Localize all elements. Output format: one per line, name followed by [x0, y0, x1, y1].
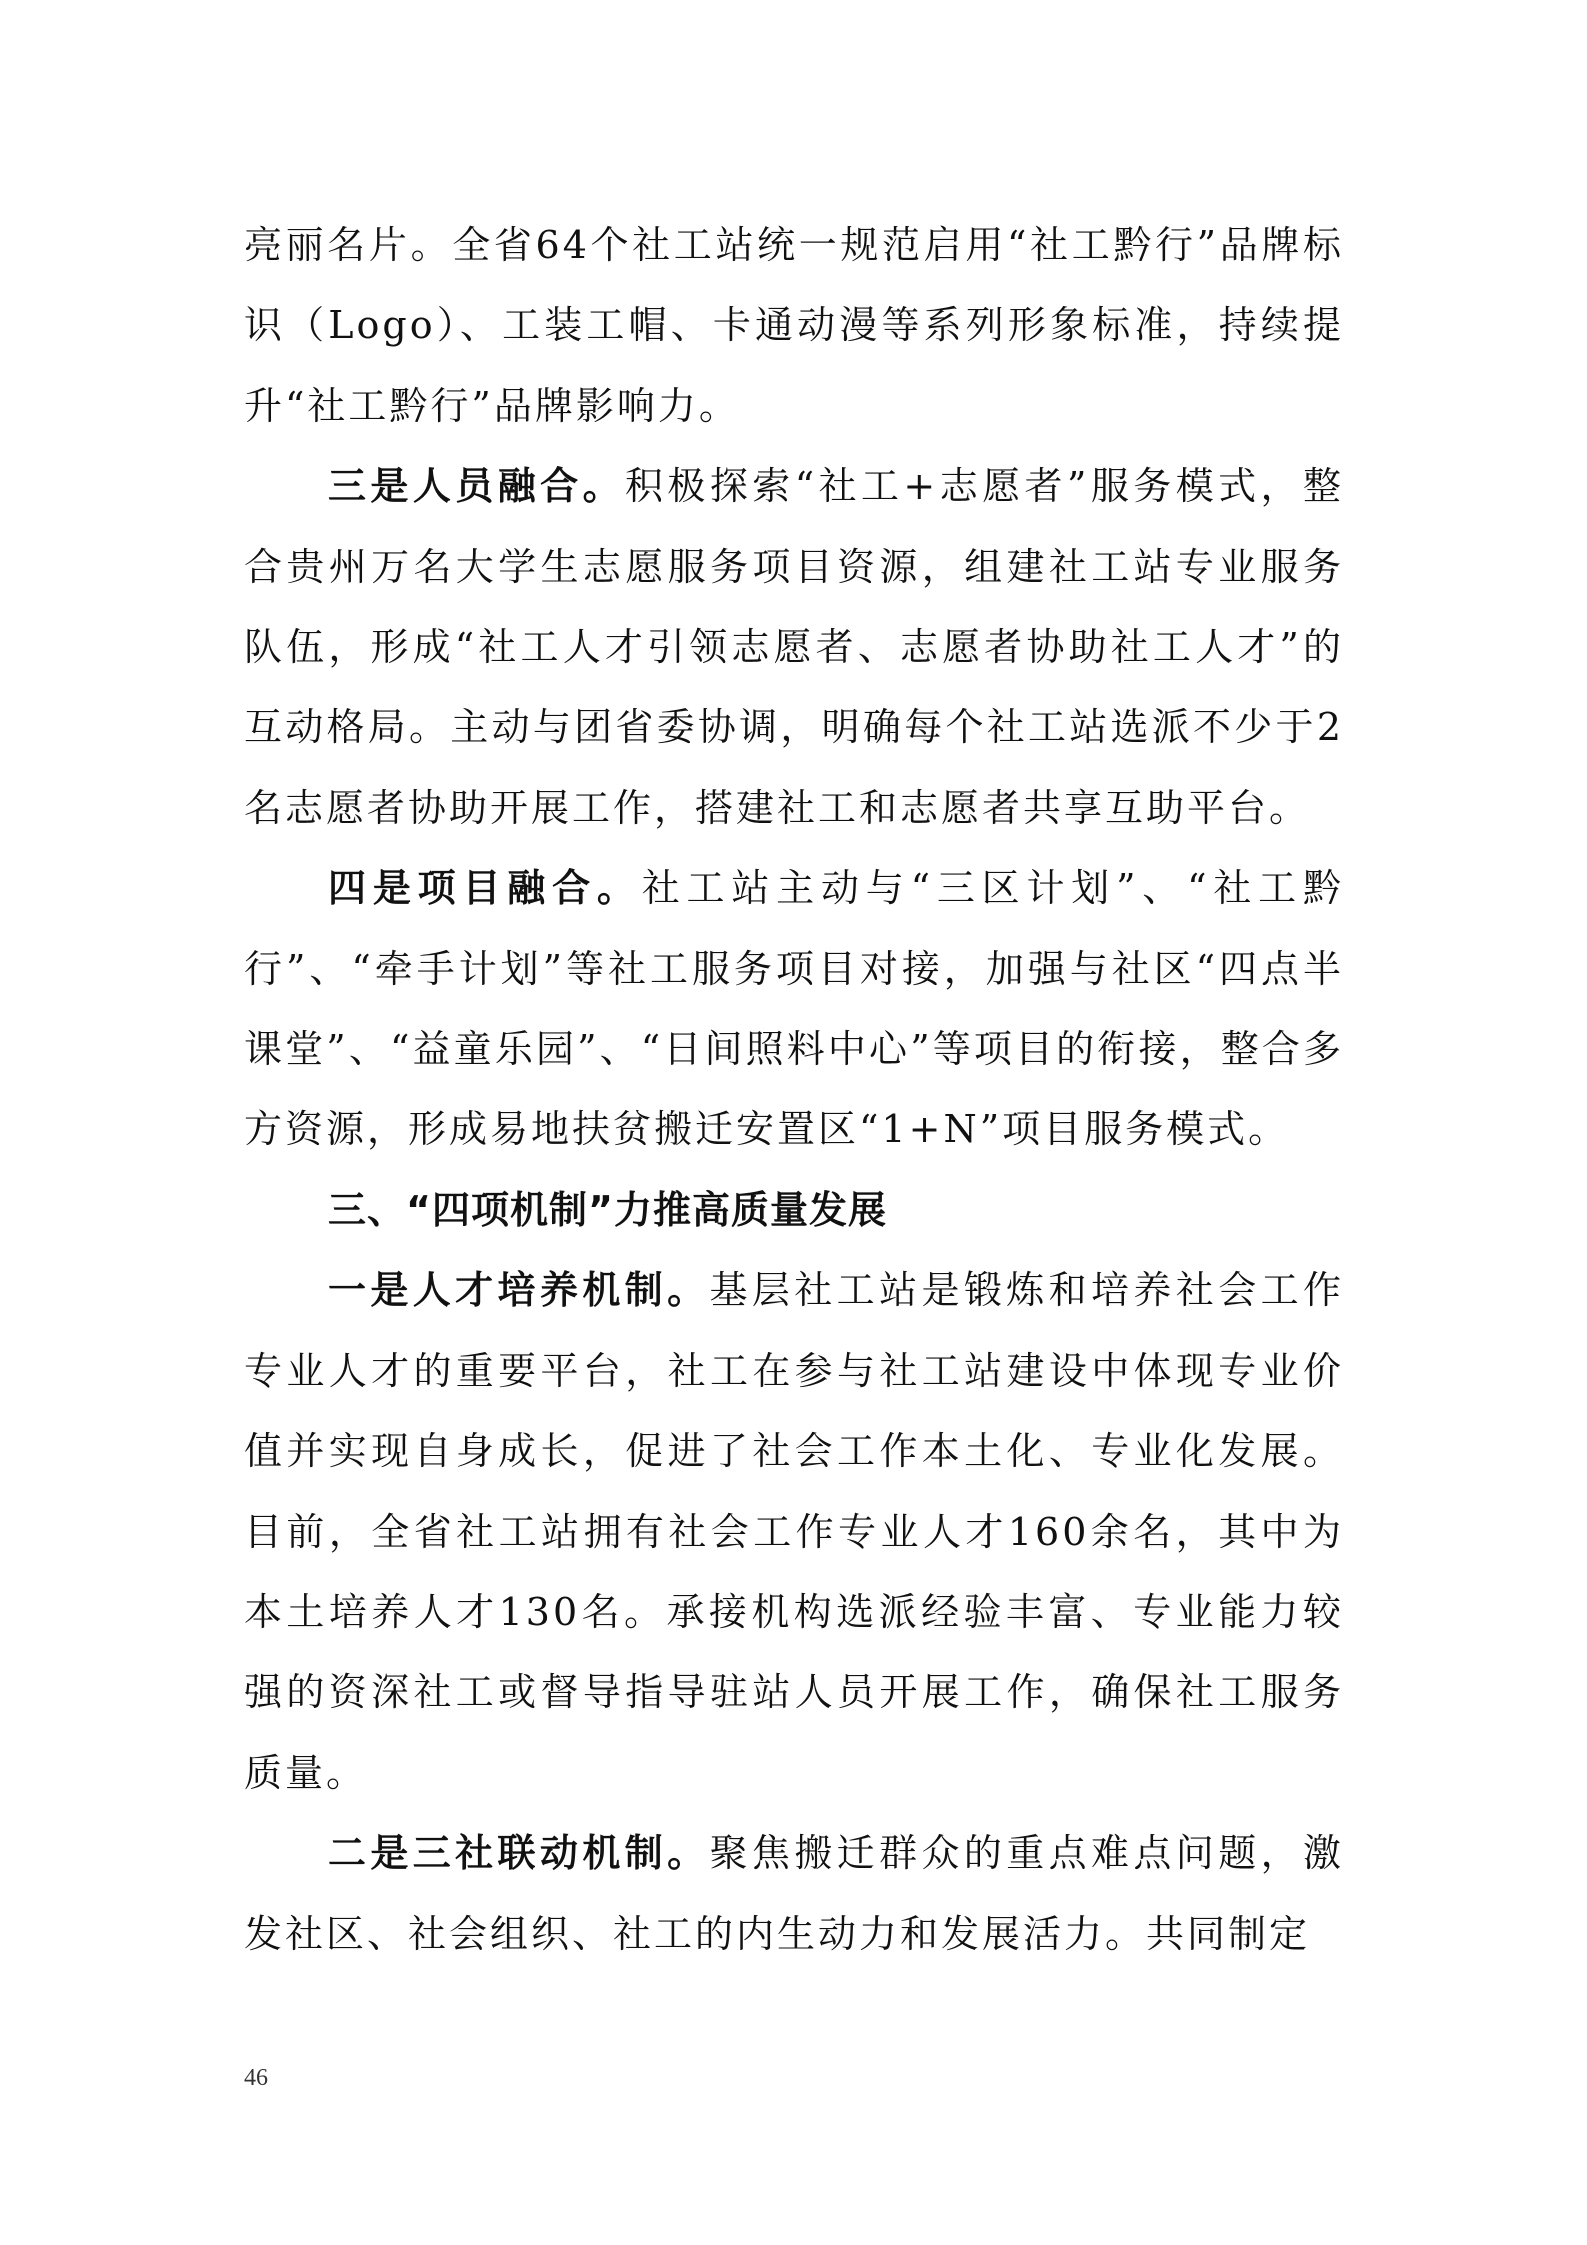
paragraph-continuation [244, 205, 1344, 446]
paragraph-text: 亮丽名片。全省64个社工站统一规范启用“社工黔行”品牌标识（Logo）、工装工帽、卡通动漫等系列形象标准，持续提升“社工黔行”品牌影响力。 [244, 223, 1344, 428]
paragraph-text: 积极探索“社工+志愿者”服务模式，整合贵州万名大学生志愿服务项目资源，组建社工站专业服务队伍，形成“社工人才引领志愿者、志愿者协助社工人才”的互动格局。主动与团省委协调，明确每个社工站选派不少于2名志愿者协助开展工作，搭建社工和志愿者共享互助平台。 [244, 464, 1344, 830]
paragraph-lead: 一是人才培养机制。 [328, 1267, 710, 1313]
paragraph-three-society-linkage [244, 1813, 1344, 1974]
page-number: 46 [244, 2065, 268, 2091]
paragraph-lead: 二是三社联动机制。 [328, 1830, 710, 1876]
paragraph-talent-cultivation [244, 1250, 1344, 1813]
section-heading [244, 1170, 1344, 1250]
paragraph-text: 基层社工站是锻炼和培养社会工作专业人才的重要平台，社工在参与社工站建设中体现专业价值并实现自身成长，促进了社会工作本土化、专业化发展。目前，全省社工站拥有社会工作专业人才160余名，其中为本土培养人才130名。承接机构选派经验丰富、专业能力较强的资深社工或督导指导驻站人员开展工作，确保社工服务质量。 [244, 1268, 1344, 1795]
paragraph-lead: 四是项目融合。 [328, 865, 642, 911]
paragraph-text: 聚焦搬迁群众的重点难点问题，激发社区、社会组织、社工的内生动力和发展活力。共同制定 [244, 1831, 1344, 1956]
paragraph-project-integration [244, 848, 1344, 1170]
paragraph-lead: 三是人员融合。 [328, 463, 625, 509]
section-heading-text: 三、“四项机制”力推高质量发展 [328, 1187, 887, 1232]
document-body [244, 205, 1344, 1974]
paragraph-personnel-integration [244, 446, 1344, 848]
paragraph-text: 社工站主动与“三区计划”、“社工黔行”、“牵手计划”等社工服务项目对接，加强与社区“四点半课堂”、“益童乐园”、“日间照料中心”等项目的衔接，整合多方资源，形成易地扶贫搬迁安置区“1+N”项目服务模式。 [244, 866, 1344, 1152]
